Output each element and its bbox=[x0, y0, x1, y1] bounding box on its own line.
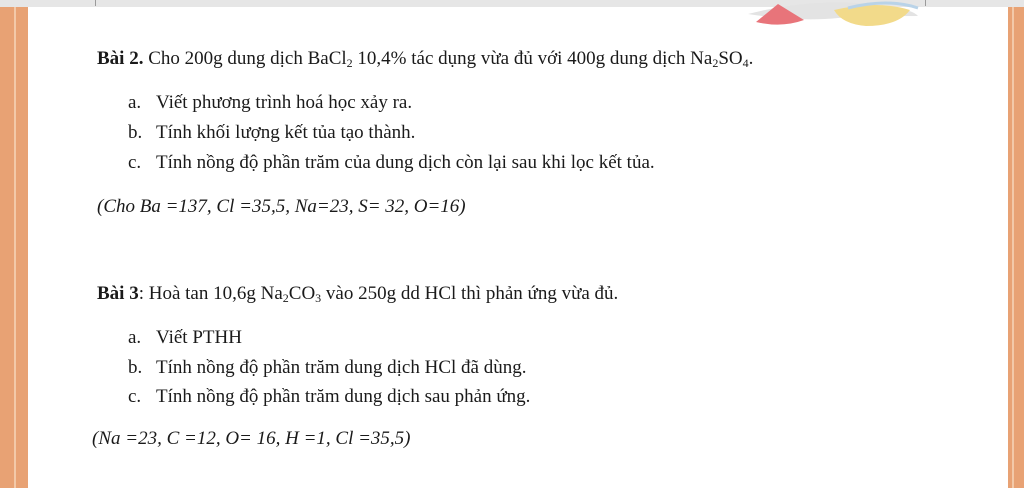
problem2-item-c bbox=[128, 151, 655, 175]
problem3-note bbox=[92, 427, 411, 451]
item-text: Tính nồng độ phần trăm của dung dịch còn lại sau khi lọc kết tủa. bbox=[156, 152, 655, 173]
ruler-tick bbox=[95, 0, 96, 6]
constants-note: (Na =23, C =12, O= 16, H =1, Cl =35,5) bbox=[92, 428, 411, 449]
problem3-text: CO bbox=[288, 283, 316, 304]
border-stripe bbox=[1012, 7, 1014, 488]
problem2-item-a bbox=[128, 91, 412, 115]
item-letter: b. bbox=[128, 357, 143, 378]
item-letter: a. bbox=[128, 327, 142, 348]
subscript: 4 bbox=[742, 56, 749, 70]
problem3-text: vào 250g dd HCl thì phản ứng vừa đủ. bbox=[321, 283, 619, 304]
subscript: 3 bbox=[315, 291, 322, 305]
problem3-intro bbox=[97, 282, 618, 306]
problem3-item-a bbox=[128, 326, 242, 350]
problem2-heading: Bài 2. bbox=[97, 48, 144, 69]
item-letter: b. bbox=[128, 122, 143, 143]
item-text: Tính nồng độ phần trăm dung dịch sau phản ứng. bbox=[156, 386, 531, 407]
problem2-intro bbox=[97, 47, 753, 71]
page-left-border bbox=[0, 7, 28, 488]
item-letter: c. bbox=[128, 386, 142, 407]
problem3-text: : Hoà tan 10,6g Na bbox=[138, 283, 283, 304]
border-stripe bbox=[14, 7, 16, 488]
item-text: Tính khối lượng kết tủa tạo thành. bbox=[156, 122, 416, 143]
subscript: 2 bbox=[282, 291, 289, 305]
problem2-text: 10,4% tác dụng vừa đủ với 400g dung dịch Na bbox=[352, 48, 713, 69]
page-right-border bbox=[1008, 7, 1024, 488]
problem2-text: SO bbox=[718, 48, 743, 69]
item-letter: c. bbox=[128, 152, 142, 173]
item-text: Tính nồng độ phần trăm dung dịch HCl đã dùng. bbox=[156, 357, 527, 378]
constants-note: (Cho Ba =137, Cl =35,5, Na=23, S= 32, O=16) bbox=[97, 196, 466, 217]
problem2-item-b bbox=[128, 121, 415, 145]
subscript: 2 bbox=[346, 56, 353, 70]
subscript: 2 bbox=[712, 56, 719, 70]
problem2-note bbox=[97, 195, 466, 219]
problem2-text: Cho 200g dung dịch BaCl bbox=[148, 48, 347, 69]
item-text: Viết phương trình hoá học xảy ra. bbox=[156, 92, 413, 113]
item-letter: a. bbox=[128, 92, 142, 113]
problem2-text: . bbox=[748, 48, 754, 69]
problem3-heading: Bài 3 bbox=[97, 283, 139, 304]
decorative-shape bbox=[738, 0, 928, 48]
item-text: Viết PTHH bbox=[156, 327, 242, 348]
problem3-item-c bbox=[128, 385, 530, 409]
problem3-item-b bbox=[128, 356, 526, 380]
